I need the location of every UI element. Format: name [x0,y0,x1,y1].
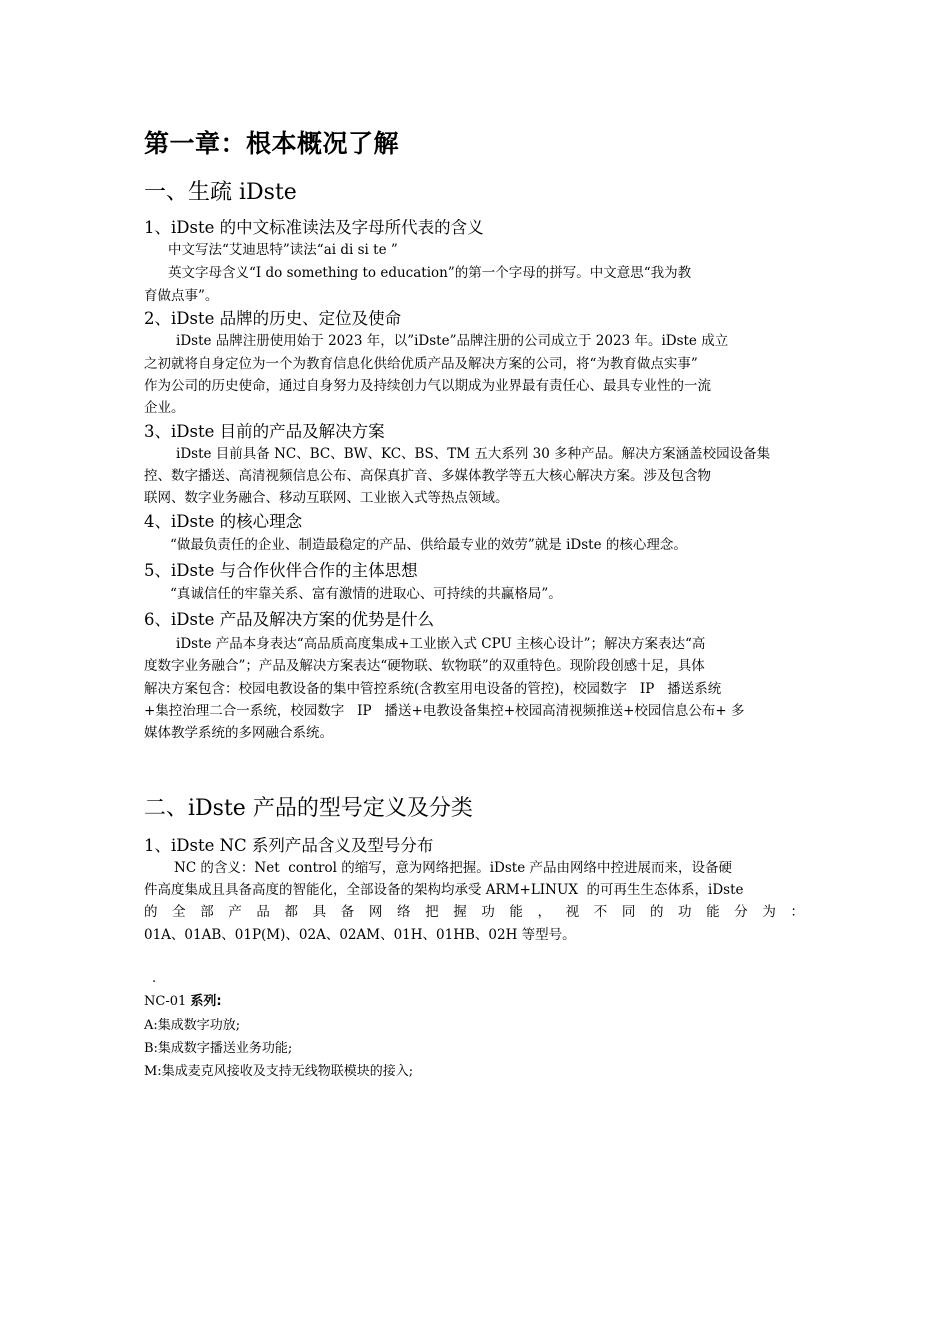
s1-item-1-line-1: 中文写法“艾迪思特”读法“ai di si te ” [168,242,398,258]
s2-item-1-heading: 1、iDste NC 系列产品含义及型号分布 [144,836,434,855]
series-line-b: B:集成数字播送业务功能; [144,1041,293,1056]
series-line-a: A:集成数字功放; [144,1018,241,1033]
s1-item-3-line-3: 联网、数字业务融合、移动互联网、工业嵌入式等热点领域。 [144,490,509,506]
s1-item-2-heading: 2、iDste 品牌的历史、定位及使命 [144,309,402,328]
s1-item-6-line-2: 度数字业务融合”；产品及解决方案表达“硬物联、软物联”的双重特色。现阶段创感十足，具体 [144,658,705,674]
s1-item-1-line-3: 育做点事”。 [144,288,219,304]
s1-item-6-line-3: 解决方案包含：校园电教设备的集中管控系统(含教室用电设备的管控)，校园数字 IP 播送系统 [144,681,722,697]
s1-item-3-heading: 3、iDste 目前的产品及解决方案 [144,422,385,441]
s1-item-2-line-1: iDste 品牌注册使用始于 2023 年，以”iDste”品牌注册的公司成立于 2023 年。iDste 成立 [176,333,729,349]
s2-item-1-line-4: 01A、01AB、01P(M)、02A、02AM、01H、01HB、02H 等型号。 [144,927,576,943]
s1-item-6-line-1: iDste 产品本身表达“高品质高度集成+工业嵌入式 CPU 主核心设计”；解决方案表达“高 [176,636,706,652]
s1-item-1-line-2: 英文字母含义“I do something to education”的第一个字母的拼写。中文意思“我为教 [168,265,692,281]
s2-item-1-line-2: 件高度集成且具备高度的智能化，全部设备的架构均承受 ARM+LINUX 的可再生生态体系，iDste [144,882,744,898]
section-2-title: 二、iDste 产品的型号定义及分类 [144,796,473,821]
s1-item-5-line-1: “真诚信任的牢靠关系、富有激情的进取心、可持续的共赢格局”。 [170,586,562,602]
s1-item-3-line-2: 控、数字播送、高清视频信息公布、高保真扩音、多媒体教学等五大核心解决方案。涉及包含物 [144,468,711,484]
series-title [144,991,222,1013]
series-word: 系列: [190,994,222,1009]
s2-item-1-line-3: 的 全 部 产 品 都 具 备 网 络 把 握 功 能 ， 视 不 同 的 功 能 分 为 ： [144,904,804,920]
s1-item-2-line-2: 之初就将自身定位为一个为教育信息化供给优质产品及解决方案的公司，将“为教育做点实事” [144,356,698,372]
dot-marker: . [152,971,157,986]
chapter-title: 第一章：根本概况了解 [144,129,400,158]
series-code: NC-01 [144,994,187,1009]
s2-item-1-line-1: NC 的含义：Net control 的缩写，意为网络把握。iDste 产品由网络中控进展而来，设备硬 [174,860,733,876]
s1-item-2-line-4: 企业。 [144,400,185,416]
s1-item-6-heading: 6、iDste 产品及解决方案的优势是什么 [144,610,435,629]
s1-item-4-line-1: “做最负责任的企业、制造最稳定的产品、供给最专业的效劳”就是 iDste 的核心理念。 [170,537,687,553]
series-line-m: M:集成麦克风接收及支持无线物联模块的接入; [144,1064,414,1079]
s1-item-5-heading: 5、iDste 与合作伙伴合作的主体思想 [144,561,418,580]
s1-item-3-line-1: iDste 目前具备 NC、BC、BW、KC、BS、TM 五大系列 30 多种产品。解决方案涵盖校园设备集 [176,446,771,462]
s1-item-2-line-3: 作为公司的历史使命，通过自身努力及持续创力气以期成为业界最有责任心、最具专业性的一流 [144,378,711,394]
s1-item-6-line-5: 媒体教学系统的多网融合系统。 [144,725,333,741]
s1-item-4-heading: 4、iDste 的核心理念 [144,512,303,531]
s1-item-1-heading: 1、iDste 的中文标准读法及字母所代表的含义 [144,218,484,237]
s1-item-6-line-4: +集控治理二合一系统，校园数字 IP 播送+电教设备集控+校园高清视频推送+校园信息公布+ 多 [144,703,745,719]
section-1-title: 一、生疏 iDste [144,180,297,205]
